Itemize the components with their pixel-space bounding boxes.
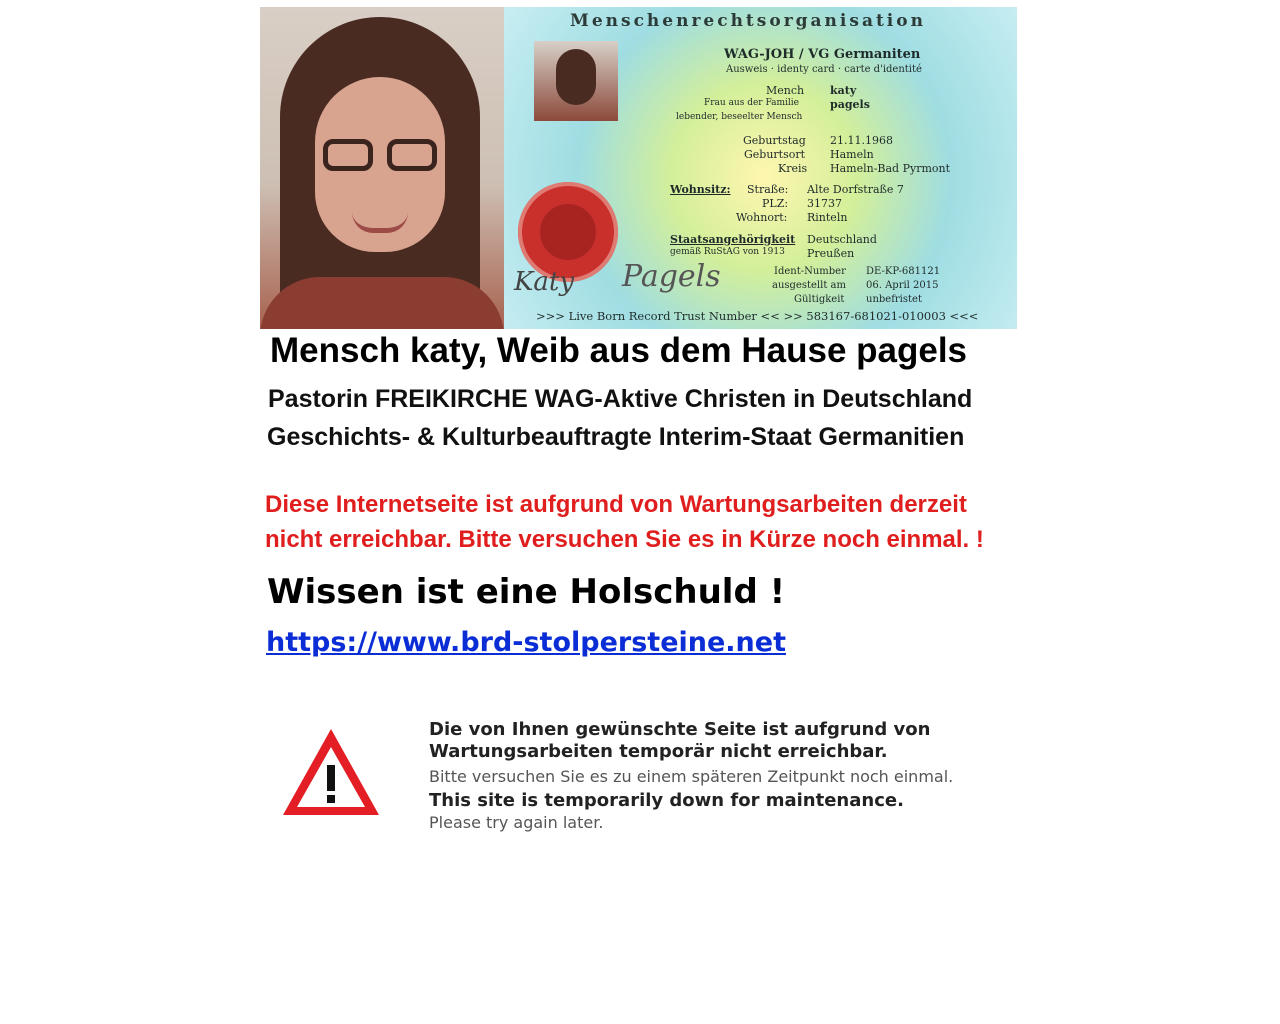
card-doc-type: Ausweis · identy card · carte d'identité — [726, 64, 922, 75]
card-row-label: Frau aus der Familie — [704, 98, 799, 108]
warning-triangle-icon — [280, 725, 382, 819]
maintenance-line-4: This site is temporarily down for maintenance. — [429, 790, 904, 811]
card-street: Alte Dorfstraße 7 — [807, 183, 904, 196]
signature-first: Katy — [514, 267, 575, 297]
card-issued-value: 06. April 2015 — [866, 280, 939, 291]
maintenance-line-3: Bitte versuchen Sie es zu einem späteren Zeitpunkt noch einmal. — [429, 767, 954, 786]
card-photo — [534, 41, 618, 121]
card-ident-value: DE-KP-681121 — [866, 266, 941, 277]
card-plz: 31737 — [807, 197, 842, 210]
website-link[interactable]: https://www.brd-stolpersteine.net — [266, 627, 787, 658]
card-row-label: Geburtstag — [743, 134, 806, 147]
card-rustag-value: Preußen — [807, 247, 855, 260]
card-row-label: Kreis — [778, 162, 808, 175]
hero-image — [260, 7, 1017, 329]
card-row-value: 21.11.1968 — [830, 134, 893, 147]
card-organisation: Menschenrechtsorganisation — [570, 11, 926, 31]
page-content — [260, 7, 1017, 832]
maintenance-message — [429, 719, 1029, 832]
card-row-value: katy — [830, 84, 857, 97]
card-valid-label: Gültigkeit — [794, 294, 845, 305]
card-plz-label: PLZ: — [762, 197, 789, 210]
card-issuer: WAG-JOH / VG Germaniten — [724, 47, 921, 62]
subtitle-2: Geschichts- & Kulturbeauftragte Interim-Staat Germanitien — [267, 423, 965, 451]
maintenance-notice: Diese Internetseite ist aufgrund von Wartungsarbeiten derzeit nicht erreichbar. Bitte versuchen Sie es in Kürze noch einmal. ! — [265, 491, 984, 553]
card-row-label: Mench — [766, 84, 805, 97]
portrait-photo — [260, 7, 504, 329]
card-rustag-label: gemäß RuStAG von 1913 — [670, 247, 785, 257]
headline: Mensch katy, Weib aus dem Hause pagels — [270, 331, 968, 370]
subtitle-1: Pastorin FREIKIRCHE WAG-Aktive Christen in Deutschland — [268, 385, 973, 413]
card-row-value: pagels — [830, 98, 870, 111]
card-row-value: Hameln — [830, 148, 874, 161]
card-ident-label: Ident-Number — [774, 266, 846, 277]
card-row-value: Hameln-Bad Pyrmont — [830, 162, 951, 175]
card-citizenship-value: Deutschland — [807, 233, 877, 246]
card-issued-label: ausgestellt am — [772, 280, 846, 291]
card-citizenship-label: Staatsangehörigkeit — [670, 233, 796, 246]
card-row-label: lebender, beseelter Mensch — [676, 112, 803, 122]
card-valid-value: unbefristet — [866, 294, 922, 305]
card-street-label: Straße: — [747, 183, 789, 196]
card-row-label: Geburtsort — [744, 148, 806, 161]
maintenance-line-2: Wartungsarbeiten temporär nicht erreichbar. — [429, 741, 888, 762]
card-city: Rinteln — [807, 211, 848, 224]
slogan: Wissen ist eine Holschuld ! — [267, 572, 786, 612]
card-footer: >>> Live Born Record Trust Number << >> 583167-681021-010003 <<< — [536, 309, 979, 323]
card-city-label: Wohnort: — [736, 211, 788, 224]
id-card — [504, 7, 1017, 329]
maintenance-line-1: Die von Ihnen gewünschte Seite ist aufgrund von — [429, 719, 931, 740]
maintenance-line-5: Please try again later. — [429, 813, 604, 832]
card-address-heading: Wohnsitz: — [670, 183, 731, 196]
signature-last: Pagels — [622, 259, 721, 294]
